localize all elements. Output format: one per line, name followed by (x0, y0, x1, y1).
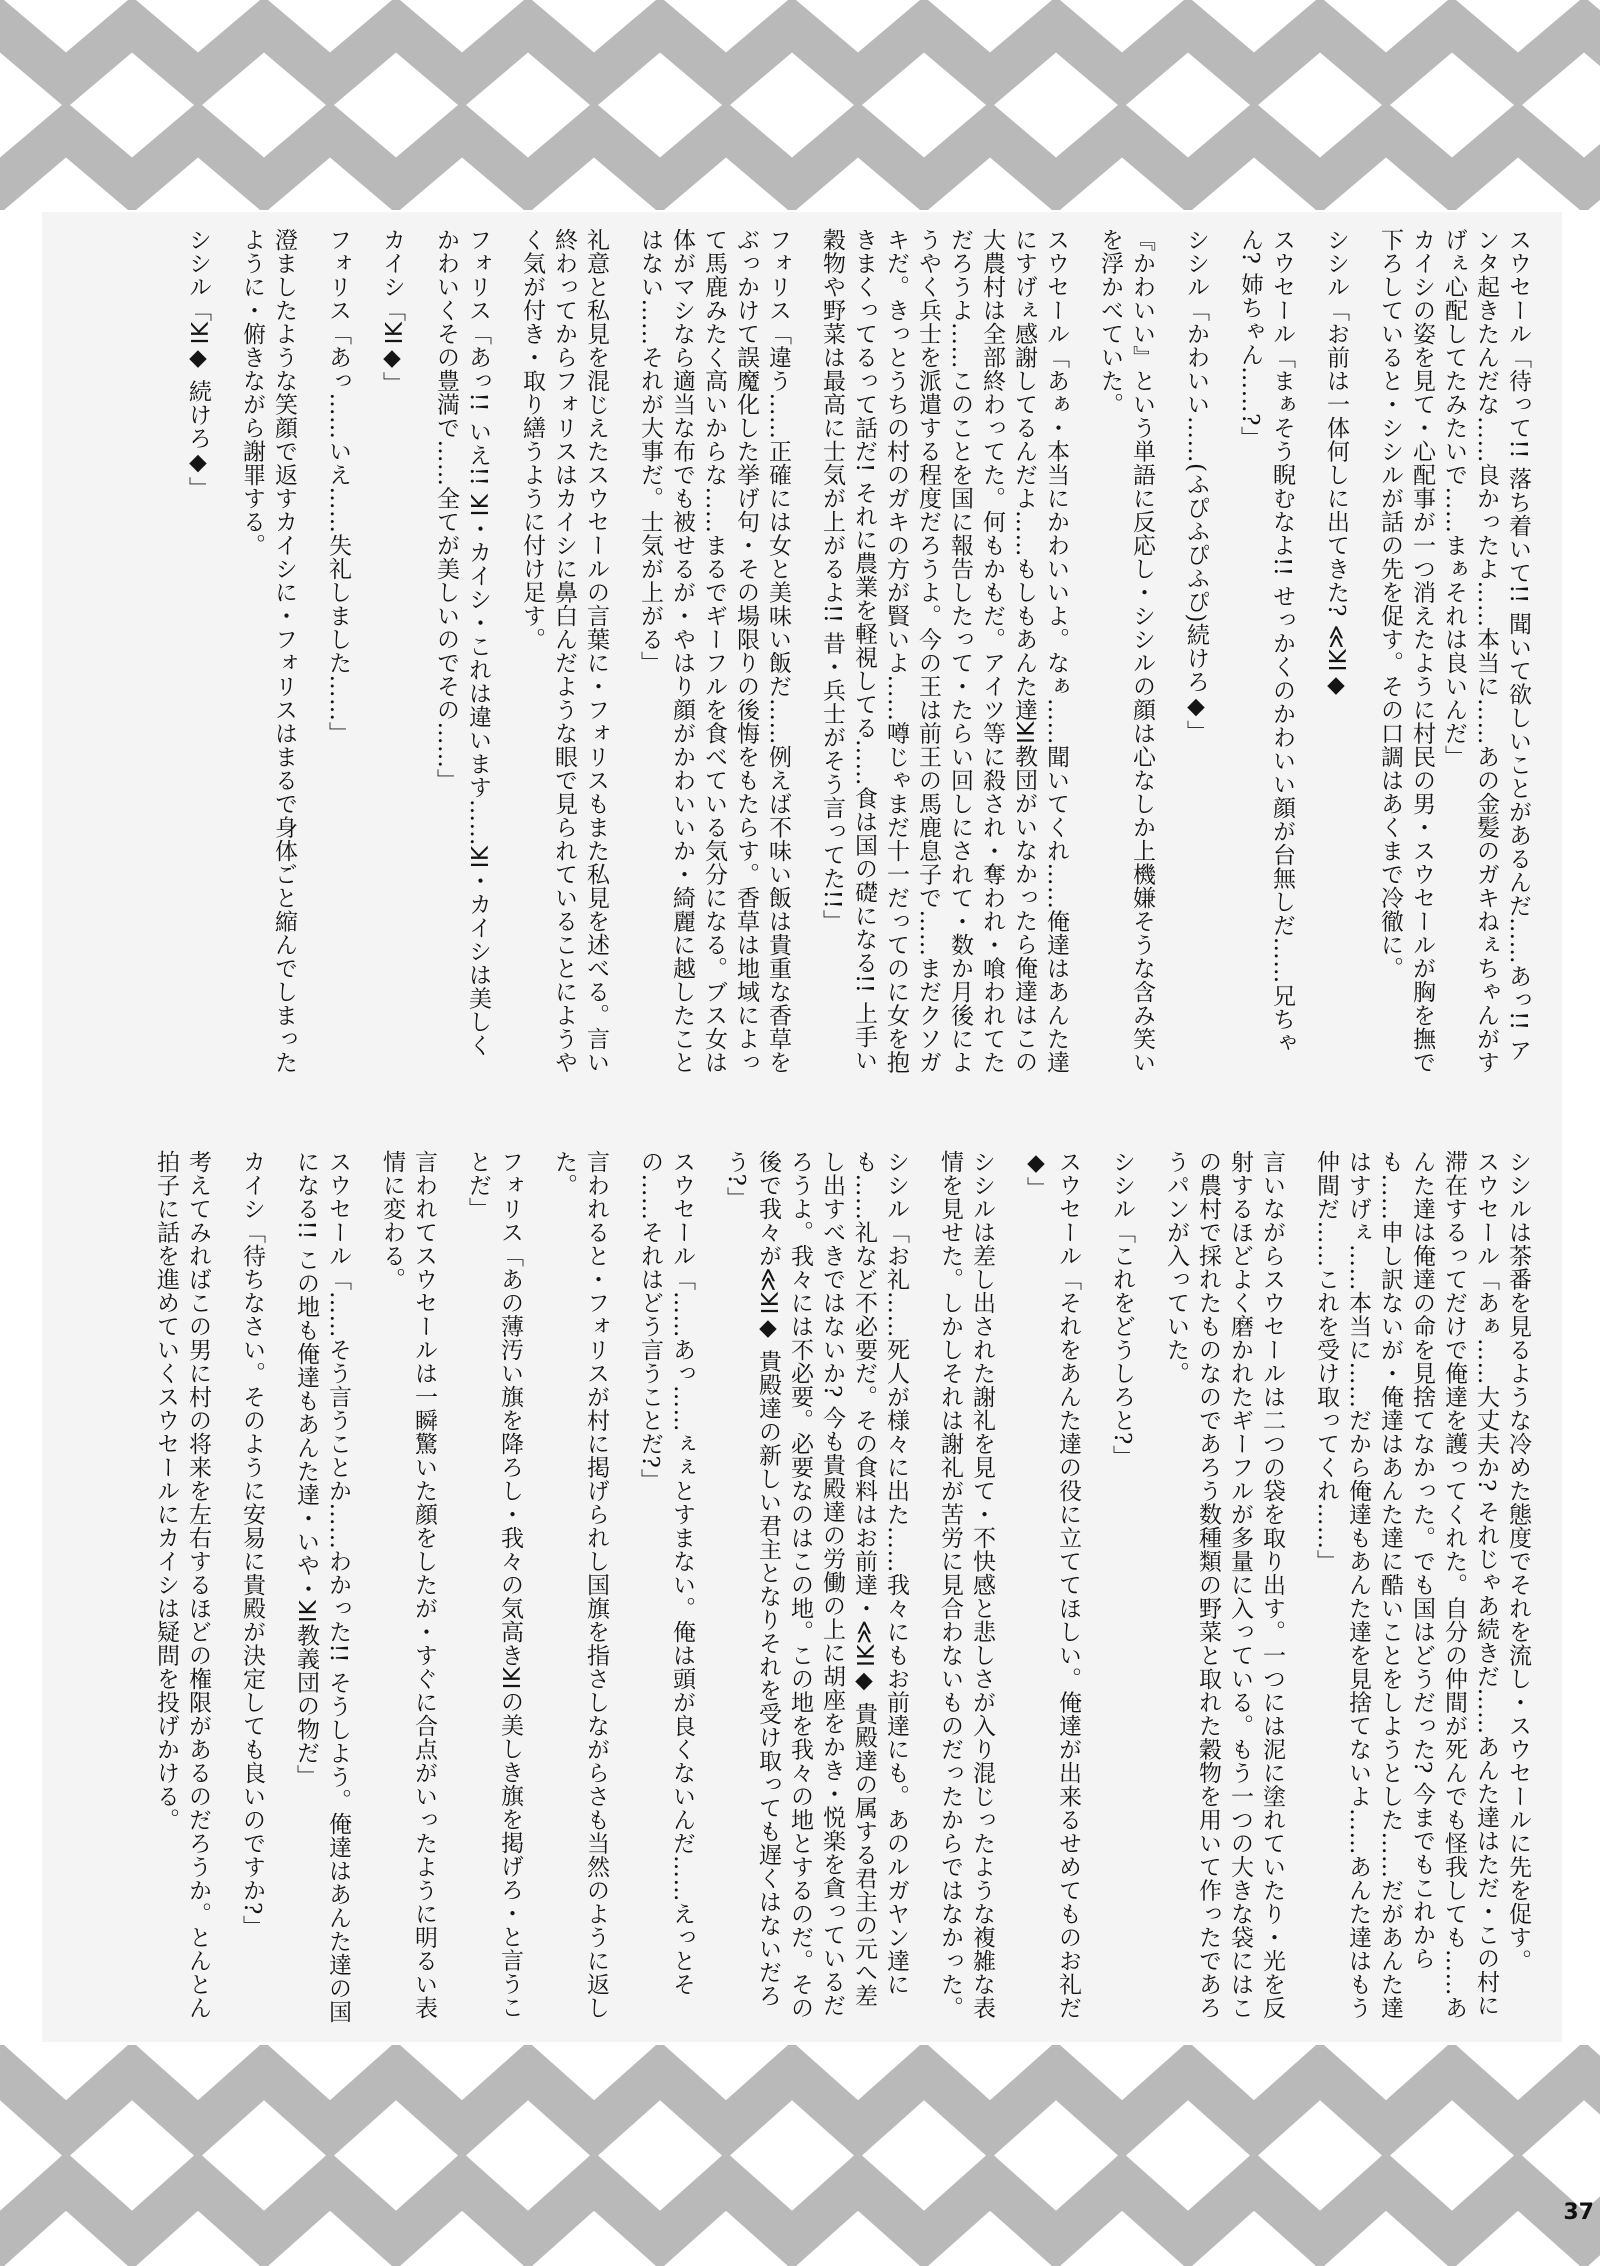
diamond-shape (4, 2211, 128, 2266)
diamond-shape (994, 53, 1118, 158)
diamond-shape (1456, 158, 1580, 211)
diamond-shape (664, 2211, 788, 2266)
diamond-shape (1390, 2100, 1514, 2211)
diamond-shape (730, 53, 854, 158)
diamond-shape (1258, 2100, 1382, 2211)
diamond-shape (796, 2045, 920, 2100)
paragraph: シシル「お礼……死人が様々に出た……我々にもお前達にも。あのルガヤン達にも……礼など不必要だ。その食料はお前達・≪ꓘꓲ◆ 貴殿達の属する君主の元へ差し出すべきではないか? 今も貴殿達の労働の上に胡座をかき・悦楽を貪っているだろうよ。我々には不必要。必要なのはこの地。この地を我々の地とするのだ。その後で我々が≪ꓘꓲ◆ 貴殿達の新しい君主となりそれを受け取っても遅くはないだろう?」 (723, 1150, 909, 2020)
diamond-shape (928, 158, 1052, 211)
paragraph: 『かわいい』という単語に反応し・シシルの顔は心なしか上機嫌そうな含み笑いを浮かべていた。 (1097, 228, 1155, 1074)
diamond-shape (334, 2100, 458, 2211)
upper-text-block (54, 228, 1534, 1078)
diamond-shape (136, 2211, 260, 2266)
diamond-shape (0, 2100, 62, 2211)
diamond-shape (1522, 53, 1600, 158)
diamond-shape (1588, 2045, 1600, 2100)
diamond-shape (1588, 158, 1600, 211)
paragraph: 言われると・フォリスが村に掲げられし国旗を指さしながらさも当然のように返した。 (551, 1150, 609, 2020)
bottom-diamond-band (0, 2045, 1600, 2266)
diamond-shape (1324, 2211, 1448, 2266)
diamond-shape (796, 0, 920, 53)
diamond-shape (136, 158, 260, 211)
diamond-shape (532, 2045, 656, 2100)
diamond-shape (1060, 158, 1184, 211)
diamond-shape (400, 0, 524, 53)
paragraph: 言われてスウセールは一瞬驚いた顔をしたが・すぐに合点がいったように明るい表情に変わる。 (379, 1150, 437, 2020)
diamond-shape (1192, 2045, 1316, 2100)
paragraph: シシル「これをどうしろと?」 (1109, 1150, 1135, 1469)
diamond-shape (400, 158, 524, 211)
diamond-shape (1126, 2100, 1250, 2211)
diamond-shape (862, 53, 986, 158)
paragraph: スウセール「まぁそう睨むなよ!! せっかくのかわいい顔が台無しだ……兄ちゃん? 姉ちゃん……?」 (1237, 228, 1295, 1055)
diamond-shape (862, 2100, 986, 2211)
diamond-shape (268, 0, 392, 53)
paragraph: フォリス「あっ!! いえ!! ꓘꓲ・カイシ・これは違います……ꓘꓲ・カイシは美しくかわいくその豊満で……全てが美しいのでその……」 (433, 228, 491, 1057)
diamond-shape (334, 53, 458, 158)
paragraph: 考えてみればこの男に村の将来を左右するほどの権限があるのだろうか。とんとん拍子に話を進めていくスウセールにカイシは疑問を投げかける。 (153, 1150, 211, 2020)
diamond-shape (598, 53, 722, 158)
diamond-shape (1588, 0, 1600, 53)
paragraph: カイシの姿を見て・心配事が一つ消えたように村民の男・スウセールが胸を撫で下ろしていると・シシルが話の先を促す。その口調はあくまで冷徹に。 (1377, 228, 1435, 1074)
diamond-shape (1456, 2045, 1580, 2100)
diamond-shape (70, 53, 194, 158)
diamond-shape (598, 2100, 722, 2211)
text-page (42, 212, 1562, 2042)
diamond-shape (532, 158, 656, 211)
paragraph: 礼意と私見を混じえたスウセールの言葉に・フォリスもまた私見を述べる。言い終わってからフォリスはカイシに鼻白んだような眼で見られていることにようやく気が付き・取り繕うように付け足す。 (519, 228, 609, 1074)
diamond-shape (1192, 0, 1316, 53)
lower-text-block (54, 1150, 1534, 2030)
paragraph: シシル「かわいい……(ふぴふぴふぴ)続けろ◆」 (1183, 228, 1209, 744)
diamond-shape (532, 0, 656, 53)
diamond-shape (928, 2045, 1052, 2100)
diamond-shape (664, 0, 788, 53)
page-number: 37 (1563, 2200, 1594, 2225)
diamond-shape (400, 2211, 524, 2266)
paragraph: フォリス「違う……正確には女と美味い飯だ……例えば不味い飯は貴重な香草をぶっかけて誤魔化した挙げ句・その場限りの後悔をもたらす。香草は地域によって馬鹿みたく高いからな……まるでギーフルを食べている気分になる。ブス女は体がマシなら適当な布でも被せるが・やはり顔がかわいいか・綺麗に越したことはない……それが大事だ。士気が上がる」 (637, 228, 791, 1074)
diamond-shape (4, 0, 128, 53)
diamond-shape (1060, 2211, 1184, 2266)
diamond-shape (1324, 2045, 1448, 2100)
diamond-shape (1324, 158, 1448, 211)
diamond-shape (202, 2100, 326, 2211)
paragraph: スウセール「……あっ……ぇぇとすまない。俺は頭が良くないんだ……えっとその……それはどう言うことだ?」 (637, 1150, 695, 1996)
diamond-shape (0, 53, 62, 158)
paragraph: シシル「ꓘꓲ◆ 続けろ◆」 (185, 228, 211, 500)
paragraph: フォリス「あっ……いえ……失礼しました……」 (325, 228, 351, 745)
diamond-shape (400, 2045, 524, 2100)
paragraph: フォリス「あの薄汚い旗を降ろし・我々の気高きꓘꓲの美しき旗を掲げろ・と言うことだ」 (465, 1150, 523, 2019)
diamond-shape (532, 2211, 656, 2266)
diamond-shape (268, 158, 392, 211)
diamond-shape (1192, 158, 1316, 211)
diamond-shape (994, 2100, 1118, 2211)
paragraph: シシルは茶番を見るような冷めた態度でそれを流し・スウセールに先を促す。 (1505, 1150, 1531, 1973)
top-diamond-band (0, 0, 1600, 210)
diamond-shape (1258, 53, 1382, 158)
diamond-shape (928, 2211, 1052, 2266)
paragraph: スウセール「それをあんた達の役に立ててほしい。俺達が出来るせめてものお礼だ◆」 (1023, 1150, 1081, 2020)
paragraph: スウセール「待って!! 落ち着いて!! 聞いて欲しいことがあるんだ……あっ!! アンタ起きたんだな……良かったよ……本当に……あの金髪のガキねぇちゃんがすげぇ心配してたみたいで……まぁそれは良いんだ」 (1441, 228, 1531, 1074)
paragraph: カイシ「ꓘꓲ◆」 (379, 228, 405, 395)
diamond-shape (1390, 53, 1514, 158)
diamond-shape (1060, 2045, 1184, 2100)
diamond-shape (466, 2100, 590, 2211)
diamond-shape (928, 0, 1052, 53)
paragraph: スウセール「……そう言うことか……わかった!! そうしよう。俺達はあんた達の国になる!! この地も俺達もあんた達・いや・ꓘꓲ教義団の物だ」 (293, 1150, 351, 2024)
diamond-shape (1192, 2211, 1316, 2266)
paragraph: スウセール「あぁ……大丈夫か? それじゃあ続きだ……あんた達はただ・この村に滞在するってだけで俺達を護ってくれた。自分の仲間が死んでも怪我しても……あんた達は俺達の命を見捨てなかった。でも国はどうだった? 今までもこれからも……申し訳ないが・俺達はあんた達に酷いことをしようとした……だがあんた達はすげぇ……本当に……だから俺達もあんた達を見捨てないよ……あんた達はもう仲間だ……これを受け取ってくれ……」 (1313, 1150, 1499, 2020)
diamond-shape (466, 53, 590, 158)
diamond-shape (1456, 2211, 1580, 2266)
diamond-shape (1456, 0, 1580, 53)
diamond-shape (136, 2045, 260, 2100)
diamond-shape (730, 2100, 854, 2211)
diamond-shape (664, 158, 788, 211)
paragraph: カイシ「待ちなさい。そのように安易に貴殿が決定しても良いのですか?」 (239, 1150, 265, 1939)
diamond-shape (664, 2045, 788, 2100)
diamond-shape (70, 2100, 194, 2211)
diamond-shape (1522, 2100, 1600, 2211)
diamond-shape (268, 2211, 392, 2266)
diamond-shape (796, 158, 920, 211)
paragraph: シシル「お前は一体何しに出てきた? ≪ꓘꓲ◆ (1323, 228, 1349, 699)
diamond-shape (1126, 53, 1250, 158)
diamond-shape (1060, 0, 1184, 53)
diamond-shape (4, 158, 128, 211)
diamond-pattern (0, 2045, 1600, 2266)
diamond-shape (1324, 0, 1448, 53)
paragraph: シシルは差し出された謝礼を見て・不快感と悲しさが入り混じったような複雑な表情を見せた。しかしそれは謝礼が苦労に見合わないものだったからではなかった。 (937, 1150, 995, 2020)
diamond-pattern (0, 0, 1600, 210)
paragraph: スウセール「あぁ・本当にかわいいよ。なぁ……聞いてくれ……俺達はあんた達にすげぇ感謝してるんだよ……もしもあんた達ꓘꓲ教団がいなかったら俺達はこの大農村は全部終わってた。何もかもだ。アイツ等に殺され・奪われ・喰われてただろうよ……このことを国に報告したって・たらい回しにされて・数か月後にようやく兵士を派遣する程度だろうよ。今の王は前王の馬鹿息子で……まだクソガキだ。きっとうちの村のガキの方が賢いよ……噂じゃまだ十一だってのに女を抱きまくってるって話だ! それに農業を軽視してる……食は国の礎になる!! 上手い穀物や野菜は最高に士気が上がるよ!! 昔・兵士がそう言ってた!!」 (819, 228, 1069, 1074)
diamond-shape (796, 2211, 920, 2266)
diamond-shape (268, 2045, 392, 2100)
diamond-shape (4, 2045, 128, 2100)
paragraph: 言いながらスウセールは二つの袋を取り出す。一つには泥に塗れていたり・光を反射するほどよく磨かれたギーフルが多量に入っている。もう一つの大きな袋にはこの農村で採れたものなのであろう数種類の野菜と取れた穀物を用いて作ったであろうパンが入っていた。 (1163, 1150, 1285, 2020)
diamond-shape (202, 53, 326, 158)
diamond-shape (136, 0, 260, 53)
paragraph: 澄ましたような笑顔で返すカイシに・フォリスはまるで身体ごと縮んでしまったように・俯きながら謝罪する。 (239, 228, 297, 1074)
